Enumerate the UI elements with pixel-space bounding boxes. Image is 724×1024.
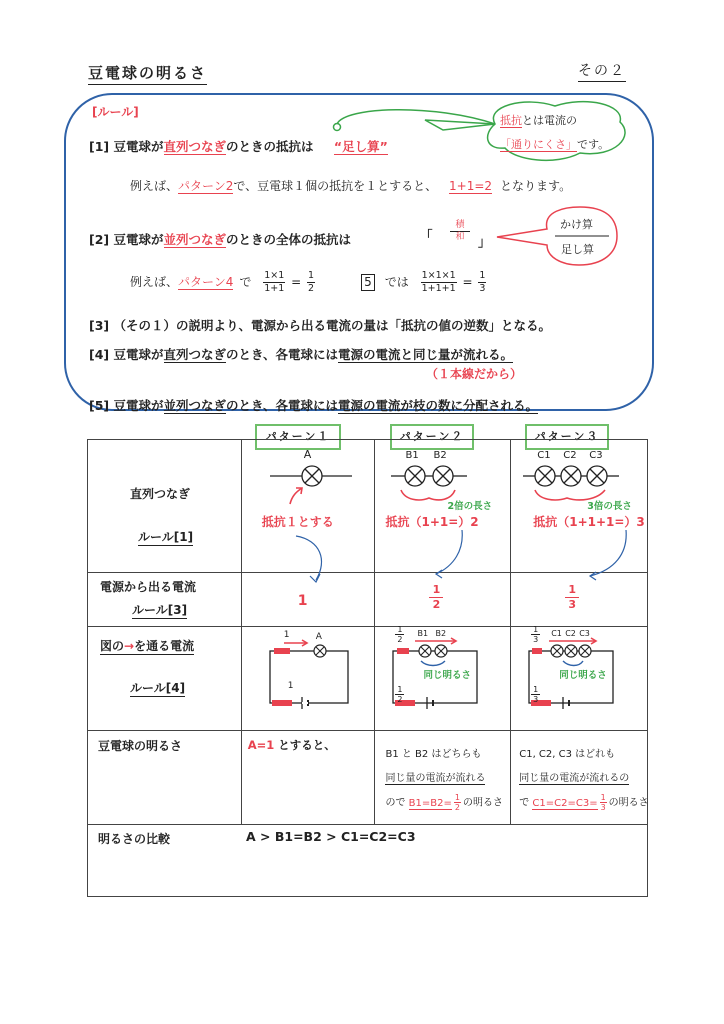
rule-5: [5] 豆電球が並列つなぎのとき、各電球には電源の電流が枝の数に分配される。 xyxy=(89,398,539,413)
cell-p3-brightness: C1, C2, C3 はどれも 同じ量の電流が流れるの で C1=C2=C3= $\frac{1}{3}$ の明るさ xyxy=(511,731,648,825)
cell-p1-brightness: A=1 とすると、 xyxy=(241,731,375,825)
cell-p3-series: C1 C2 C3 3倍の長さ 抵抗（1+1+1=）3 xyxy=(511,440,648,573)
rule-2-fraction: 積 和 xyxy=(450,220,470,243)
cell-p1-current: 1 xyxy=(241,573,375,627)
connector-arrows xyxy=(290,530,650,590)
example-2: 例えば、パターン4 で $\frac{1\times 1}{1+1}$ = $\frac{1}{2}$ 5 では $\frac{1\times 1\times 1}{1+1+1}$ = $\frac{1}{3}$ xyxy=(130,270,486,294)
cell-p2-series: B1 B2 2倍の長さ 抵抗（1+1=）2 xyxy=(375,440,511,573)
bubble-1-shape xyxy=(325,98,655,168)
bubble-2-top: かけ算 xyxy=(560,218,593,231)
rule-4: [4] 豆電球が直列つなぎのとき、各電球には電源の電流と同じ量が流れる。 xyxy=(89,347,514,362)
rule-4-note: （１本線だから） xyxy=(426,367,523,381)
table-row-comparison xyxy=(88,825,648,897)
example-1: 例えば、パターン2で、豆電球１個の抵抗を１とすると、 1+1=2 となります。 xyxy=(130,179,572,193)
table-row-brightness xyxy=(88,731,648,825)
cell-p1-circuit: 1 A 1 xyxy=(241,627,375,731)
rule-2: [2] 豆電球が並列つなぎのときの全体の抵抗は xyxy=(89,232,352,247)
cell-comparison: 明るさの比較 A > B1=B2 > C1=C2=C3 xyxy=(88,825,648,897)
pattern-2-tab: パターン２ xyxy=(390,424,474,450)
comparison-table xyxy=(87,439,648,897)
page-title: 豆電球の明るさ xyxy=(88,62,207,85)
rule-3: [3] （その１）の説明より、電源から出る電流の量は「抵抗の値の逆数」となる。 xyxy=(89,318,551,333)
bubble-2-bottom: 足し算 xyxy=(561,243,594,256)
circuit-p2 xyxy=(385,635,505,727)
row-label-series: 直列つなぎ ルール[1] xyxy=(88,440,242,573)
page-number: その２ xyxy=(578,60,626,82)
cell-p3-circuit: 1 3 C1 C2 C3 同じ明るさ 1 3 xyxy=(511,627,648,731)
rule-1: [1] 豆電球が直列つなぎのときの抵抗は “足し算” xyxy=(89,139,388,154)
bubble-1-text-1: 抵抗とは電流の xyxy=(500,114,577,127)
row-label-brightness: 豆電球の明るさ xyxy=(88,731,242,825)
circuit-p3 xyxy=(521,635,645,727)
row-label-source-current: 電源から出る電流 ルール[3] xyxy=(88,573,242,627)
pattern-1-tab: パターン１ xyxy=(255,424,341,450)
rule-2-open-bracket: 「 xyxy=(420,228,433,243)
cell-p3-current: 1 3 xyxy=(511,573,648,627)
cell-p2-brightness: B1 と B2 はどちらも 同じ量の電流が流れる ので B1=B2= $\frac{1}{2}$ の明るさ xyxy=(375,731,511,825)
cell-p2-current: 1 2 xyxy=(375,573,511,627)
rules-heading: [ルール] xyxy=(92,105,139,119)
circuit-p1 xyxy=(262,635,372,727)
row-label-arrow-current: 図の→を通る電流 ルール[4] xyxy=(88,627,242,731)
bubble-1-text-2: 「通りにくさ」です。 xyxy=(500,138,610,151)
bubble-2-shape xyxy=(495,205,625,267)
cell-p1-series: A 抵抗１とする xyxy=(241,440,375,573)
rule-2-close-bracket: 」 xyxy=(478,234,491,249)
pattern-3-tab: パターン３ xyxy=(525,424,609,450)
table-row-arrow-current xyxy=(88,627,648,731)
cell-p2-circuit: 1 2 B1 B2 同じ明るさ 1 2 xyxy=(375,627,511,731)
